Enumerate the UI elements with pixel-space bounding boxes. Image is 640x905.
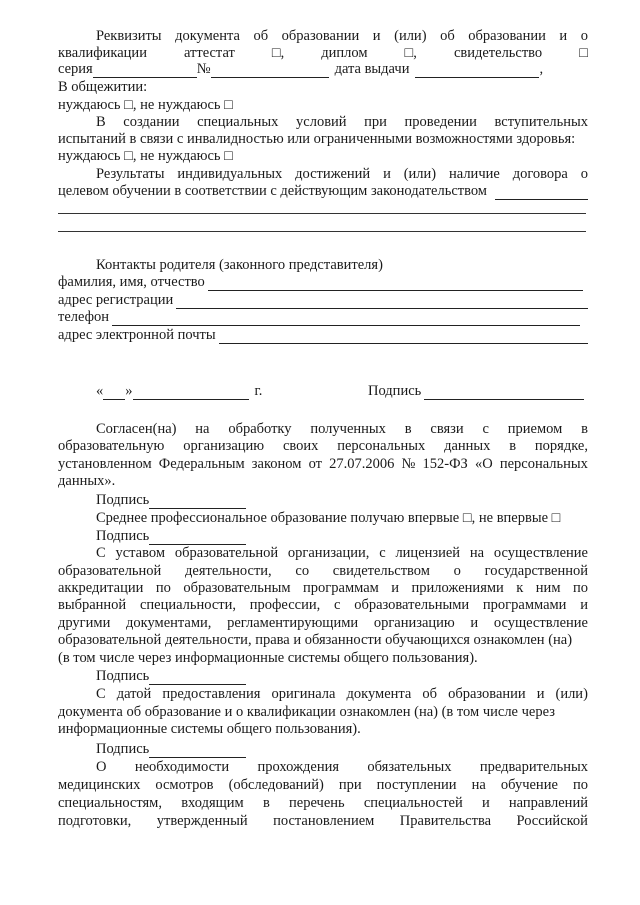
word: специальности,: [139, 597, 237, 613]
consent-sign-label: Подпись: [96, 492, 150, 508]
parent-phone-row: [58, 309, 588, 326]
word: утвержденный: [156, 813, 248, 829]
word: постановлением: [273, 813, 375, 829]
word: и: [559, 28, 568, 44]
word: и: [536, 686, 545, 702]
word: предварительных: [479, 759, 588, 775]
word: обязательных: [367, 759, 452, 775]
word: к: [516, 580, 524, 596]
word: об: [440, 28, 455, 44]
requisites-line-2: [58, 45, 588, 62]
charter-line-4: [58, 597, 588, 614]
word: специальных: [197, 114, 279, 130]
word: необходимости: [134, 759, 230, 775]
achievements-line-blank-1[interactable]: [58, 213, 586, 214]
word: при: [364, 114, 387, 130]
word: условий: [296, 114, 347, 130]
dormitory-options[interactable]: нуждаюсь □, не нуждаюсь □: [58, 97, 233, 113]
word: своих: [282, 438, 319, 454]
word: документа: [346, 686, 412, 702]
word: 152-ФЗ: [422, 456, 468, 472]
word: организации,: [287, 545, 370, 561]
word: установленном: [58, 456, 152, 472]
number-field[interactable]: [211, 65, 329, 78]
word: с: [334, 597, 341, 613]
word: с: [482, 421, 489, 437]
word: поступлении: [376, 777, 457, 793]
word: по: [155, 580, 171, 596]
word: на: [471, 777, 486, 793]
word: квалификации: [58, 45, 147, 61]
word: на: [195, 421, 210, 437]
word: аккредитации: [58, 580, 144, 596]
requisites-line-3: [58, 61, 588, 78]
special-line-1: [58, 114, 588, 131]
word: об: [422, 686, 438, 702]
word: обучение: [500, 777, 558, 793]
word: Согласен(на): [96, 421, 177, 437]
word: Результаты: [96, 166, 165, 182]
original-line-2: документа об образование и о квалификации ознакомлен (на) (в том числе через: [58, 704, 555, 720]
word: перечень: [289, 795, 345, 811]
consent-line-3: [58, 456, 588, 473]
word: регламентирующими: [227, 615, 359, 631]
consent-line-1: [58, 421, 588, 438]
word: медицинских: [58, 777, 141, 793]
word: об: [253, 28, 269, 44]
word: о: [580, 166, 588, 182]
word: выбранной: [58, 597, 127, 613]
word: индивидуальных: [177, 166, 283, 182]
word: Федеральным: [158, 456, 245, 472]
word: (или): [555, 686, 588, 702]
word: от: [308, 456, 322, 472]
word: данных: [444, 438, 491, 454]
requisites-line-1: [58, 28, 588, 45]
signature-label: Подпись: [368, 383, 422, 399]
spo-line[interactable]: Среднее профессиональное образование получаю впервые □, не впервые □: [96, 510, 561, 526]
medical-line-4: [58, 813, 588, 830]
charter-line-2: [58, 563, 588, 580]
word: законом: [251, 456, 302, 472]
word: подготовки,: [58, 813, 132, 829]
word: диплом: [321, 45, 368, 61]
spo-sign-field[interactable]: [149, 532, 246, 545]
consent-sign-row: [58, 492, 588, 509]
word: другими: [58, 615, 111, 631]
word: обработку: [228, 421, 292, 437]
word: полученных: [310, 421, 386, 437]
word: программами: [482, 597, 567, 613]
word: договора: [512, 166, 568, 182]
word: образовательную: [58, 438, 165, 454]
word: по: [572, 777, 588, 793]
charter-sign-field[interactable]: [149, 672, 246, 685]
word: ним: [535, 580, 561, 596]
spo-sign-row: [58, 528, 588, 545]
signature-row: [368, 383, 584, 400]
date-signature-row: [96, 383, 336, 400]
parent-phone-label: телефон: [58, 309, 110, 325]
parent-name-label: фамилия, имя, отчество: [58, 274, 205, 290]
word: 27.07.2006: [329, 456, 395, 472]
parent-email-row: [58, 327, 588, 344]
word: образовании: [281, 28, 360, 44]
series-field[interactable]: [93, 65, 197, 78]
medical-line-3: [58, 795, 588, 812]
word: и: [391, 580, 400, 596]
date-field[interactable]: [415, 65, 539, 78]
word: уставом: [115, 545, 166, 561]
word: □,: [404, 45, 417, 61]
original-line-1: [58, 686, 588, 703]
parent-phone-field[interactable]: [112, 313, 580, 326]
signature-field[interactable]: [424, 387, 584, 400]
word: при: [338, 777, 362, 793]
word: государственной: [484, 563, 588, 579]
word: входящим: [181, 795, 244, 811]
month-field[interactable]: [133, 387, 249, 400]
parent-address-label: адрес регистрации: [58, 292, 174, 308]
number-label: №: [196, 61, 211, 77]
word: (или): [403, 166, 437, 182]
quote-close: »: [125, 383, 133, 399]
parent-name-field[interactable]: [208, 278, 583, 291]
parent-address-field[interactable]: [176, 296, 588, 309]
word: образовательными: [354, 597, 470, 613]
word: в: [509, 438, 517, 454]
spo-sign-label: Подпись: [96, 528, 150, 544]
word: свидетельством: [332, 563, 430, 579]
charter-line-3: [58, 580, 588, 597]
charter-line-7: (в том числе через информационные системы общего пользования).: [58, 650, 478, 666]
word: специальностям,: [58, 795, 162, 811]
word: организацию: [373, 615, 455, 631]
word: образовании: [468, 28, 546, 44]
word: о: [580, 28, 588, 44]
word: №: [401, 456, 416, 472]
charter-line-1: [58, 545, 588, 562]
word: О: [96, 759, 107, 775]
consent-line-2: [58, 438, 588, 455]
word: и: [481, 795, 490, 811]
word: в: [404, 421, 412, 437]
word: программам: [303, 580, 379, 596]
word: образовательной: [174, 545, 279, 561]
year-suffix: г.: [254, 383, 263, 399]
word: свидетельство: [453, 45, 543, 61]
original-sign-label: Подпись: [96, 741, 150, 757]
charter-line-5: [58, 615, 588, 632]
date-end: ,: [539, 61, 544, 77]
word: образовательной: [58, 563, 162, 579]
word: создании: [123, 114, 180, 130]
word: С: [96, 686, 106, 702]
word: прохождения: [257, 759, 340, 775]
word: С: [96, 545, 106, 561]
word: и: [383, 166, 391, 182]
parent-name-row: [58, 274, 588, 291]
word: лицензией: [395, 545, 461, 561]
word: осуществление: [493, 545, 588, 561]
word: Российской: [516, 813, 588, 829]
original-line-3: информационные системы общего пользования).: [58, 721, 361, 737]
word: в: [262, 795, 270, 811]
word: документа: [175, 28, 240, 44]
original-sign-row: [58, 741, 588, 758]
word: персональных: [499, 456, 588, 472]
word: (обследований): [228, 777, 324, 793]
word: Реквизиты: [96, 28, 162, 44]
word: и: [580, 597, 588, 613]
word: осуществление: [493, 615, 588, 631]
word: порядке,: [534, 438, 588, 454]
word: персональных: [337, 438, 426, 454]
day-field[interactable]: [103, 387, 125, 400]
achievements-text: целевом обучении в соответствии с действующим законодательством: [58, 183, 487, 199]
special-line-3[interactable]: нуждаюсь □, не нуждаюсь □: [58, 148, 233, 164]
charter-sign-label: Подпись: [96, 668, 150, 684]
word: и: [372, 28, 381, 44]
achievements-line-2: [58, 183, 588, 200]
word: Правительства: [399, 813, 492, 829]
word: аттестат: [183, 45, 235, 61]
word: специальностей: [363, 795, 463, 811]
parent-email-field[interactable]: [219, 331, 588, 344]
achievements-line-1: [58, 166, 588, 183]
parent-email-label: адрес электронной почты: [58, 327, 216, 343]
word: датой: [116, 686, 152, 702]
achievements-field[interactable]: [495, 187, 588, 200]
word: по: [572, 580, 588, 596]
word: связи: [430, 421, 464, 437]
word: образовании: [448, 686, 526, 702]
special-line-2: испытаний в связи с инвалидностью или ограниченными возможностями здоровья:: [58, 131, 576, 147]
date-label: дата выдачи: [334, 61, 410, 77]
original-sign-field[interactable]: [149, 745, 246, 758]
word: с: [379, 545, 386, 561]
word: достижений: [295, 166, 371, 182]
charter-sign-row: [58, 668, 588, 685]
word: оригинала: [271, 686, 336, 702]
word: вступительных: [494, 114, 588, 130]
word: предоставления: [162, 686, 261, 702]
word: деятельности,: [185, 563, 272, 579]
word: направлений: [508, 795, 588, 811]
word: образовательным: [183, 580, 291, 596]
consent-line-4: данных».: [58, 473, 116, 489]
word: приложениями: [411, 580, 504, 596]
series-label: серия: [58, 61, 93, 77]
word: □,: [271, 45, 285, 61]
word: наличие: [449, 166, 500, 182]
word: приемом: [507, 421, 563, 437]
parent-title: Контакты родителя (законного представителя): [96, 257, 383, 273]
achievements-line-blank-2[interactable]: [58, 231, 586, 232]
word: и: [470, 615, 479, 631]
medical-line-2: [58, 777, 588, 794]
word: «О: [474, 456, 493, 472]
medical-line-1: [58, 759, 588, 776]
word: (или): [394, 28, 427, 44]
word: В: [96, 114, 106, 130]
word: на: [469, 545, 485, 561]
consent-sign-field[interactable]: [149, 496, 246, 509]
word: проведении: [404, 114, 477, 130]
charter-line-6: образовательной деятельности, права и обязанности обучающихся ознакомлен (на): [58, 632, 573, 648]
word: осмотров: [155, 777, 214, 793]
quote-open: «: [96, 383, 104, 399]
word: в: [581, 421, 588, 437]
word: документами,: [126, 615, 212, 631]
dormitory-title: В общежитии:: [58, 79, 148, 95]
word: со: [295, 563, 310, 579]
word: профессии,: [249, 597, 321, 613]
word: □: [579, 45, 588, 61]
word: о: [453, 563, 461, 579]
word: организацию: [183, 438, 265, 454]
parent-address-row: [58, 292, 588, 309]
